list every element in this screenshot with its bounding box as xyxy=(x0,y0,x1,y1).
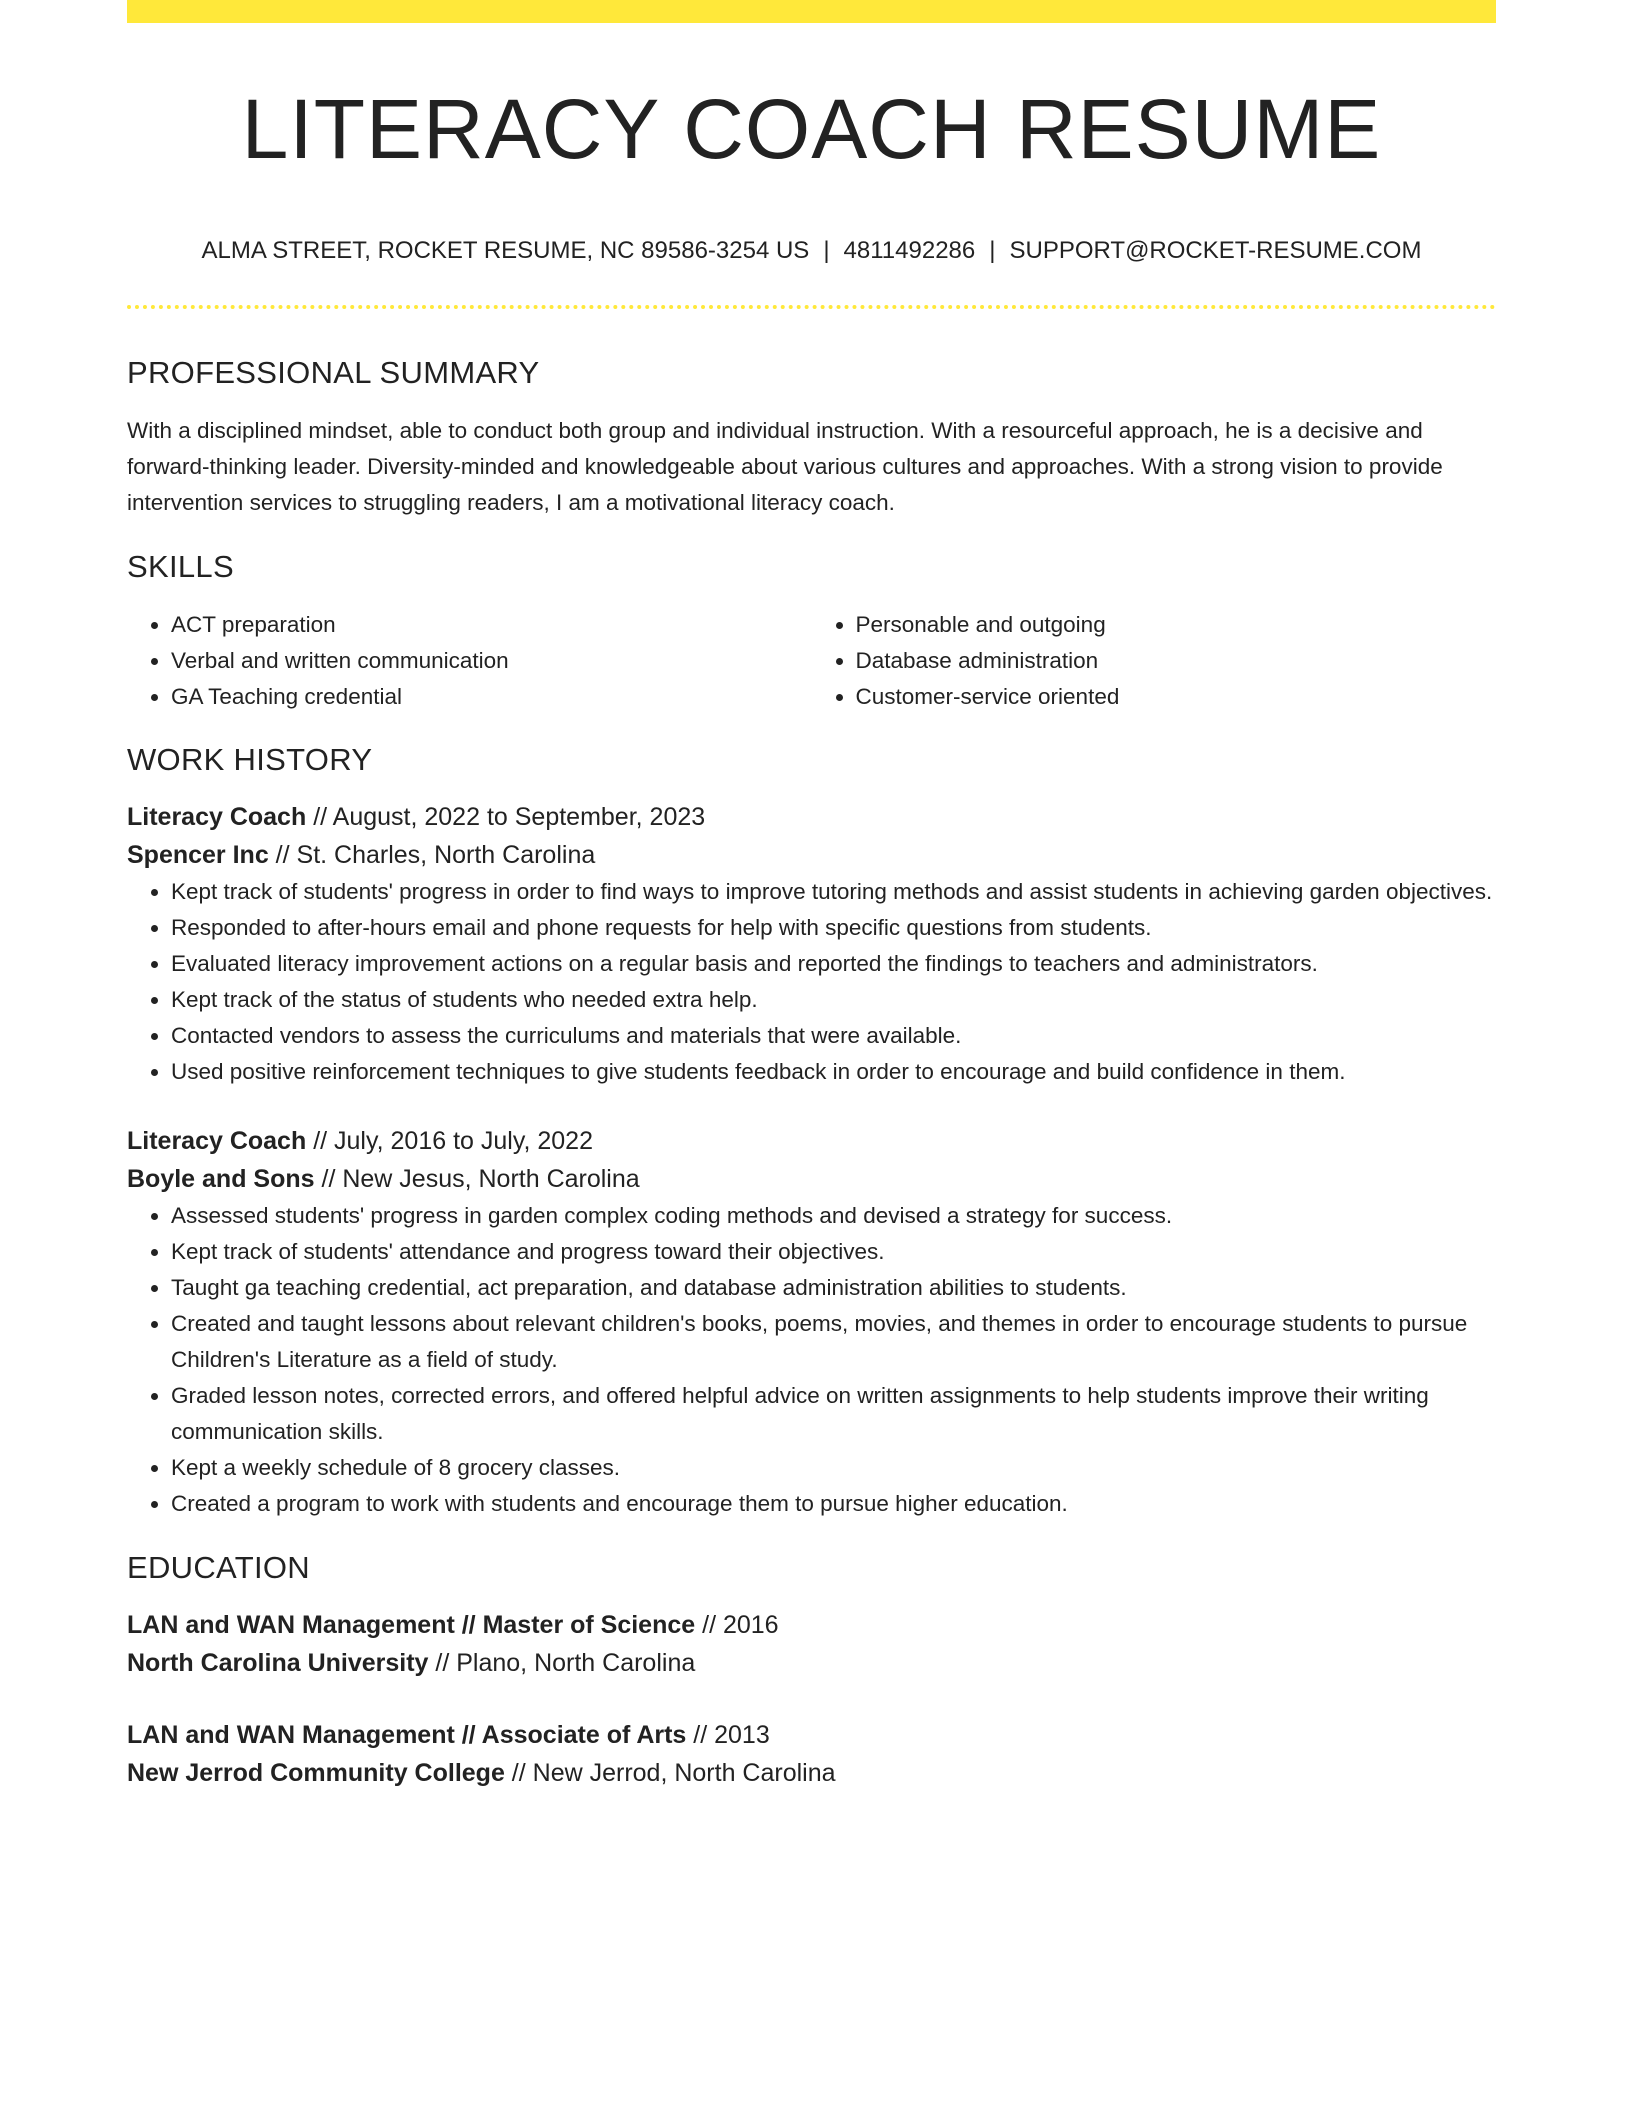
education-school-line xyxy=(127,1754,1496,1792)
job-bullet: • Contacted vendors to assess the curriculums and materials that were available. xyxy=(171,1018,1496,1054)
summary-heading: PROFESSIONAL SUMMARY xyxy=(127,354,540,390)
skill-item: • Customer-service oriented xyxy=(856,679,1497,715)
skills-heading: SKILLS xyxy=(127,548,234,584)
education-degree-line xyxy=(127,1606,1496,1644)
job-bullet: • Kept track of students' progress in order to find ways to improve tutoring methods and assist students in achieving garden objectives. xyxy=(171,874,1496,910)
job-entry xyxy=(127,798,1496,1090)
resume-page xyxy=(127,0,1496,1792)
job-company-line xyxy=(127,1160,1496,1198)
education-degree: LAN and WAN Management // Associate of Arts xyxy=(127,1721,687,1750)
job-bullet: • Evaluated literacy improvement actions on a regular basis and reported the findings to teachers and administrators. xyxy=(171,946,1496,982)
job-dates: // August, 2022 to September, 2023 xyxy=(306,803,706,832)
education-heading: EDUCATION xyxy=(127,1550,310,1586)
education-school: New Jerrod Community College xyxy=(127,1759,505,1788)
job-company-line xyxy=(127,836,1496,874)
skills-column-left xyxy=(127,607,812,715)
job-location: // St. Charles, North Carolina xyxy=(268,841,596,870)
education-location: // New Jerrod, North Carolina xyxy=(504,1759,836,1788)
skill-item: • Personable and outgoing xyxy=(856,607,1497,643)
job-bullet: • Assessed students' progress in garden complex coding methods and devised a strategy for success. xyxy=(171,1198,1496,1234)
job-bullet: • Created and taught lessons about relevant children's books, poems, movies, and themes in order to encourage students to pursue Children's Literature as a field of study. xyxy=(171,1306,1496,1378)
contact-email: SUPPORT@ROCKET-RESUME.COM xyxy=(1009,237,1422,265)
job-bullet: • Taught ga teaching credential, act preparation, and database administration abilities to students. xyxy=(171,1270,1496,1306)
skills-column-right xyxy=(812,607,1497,715)
job-dates: // July, 2016 to July, 2022 xyxy=(306,1127,593,1156)
job-bullet: • Used positive reinforcement techniques to give students feedback in order to encourage and build confidence in them. xyxy=(171,1054,1496,1090)
dotted-divider xyxy=(127,305,1496,309)
job-bullets xyxy=(127,1198,1496,1522)
education-year: // 2013 xyxy=(686,1721,770,1750)
job-company: Boyle and Sons xyxy=(127,1165,315,1194)
skill-item: • Database administration xyxy=(856,643,1497,679)
education-year: // 2016 xyxy=(695,1611,779,1640)
education-location: // Plano, North Carolina xyxy=(428,1649,696,1678)
job-bullet: • Kept track of the status of students who needed extra help. xyxy=(171,982,1496,1018)
job-title: Literacy Coach xyxy=(127,1127,307,1156)
job-bullets xyxy=(127,874,1496,1090)
skill-item: • Verbal and written communication xyxy=(171,643,812,679)
job-title: Literacy Coach xyxy=(127,803,307,832)
summary-text: With a disciplined mindset, able to conduct both group and individual instruction. With a resourceful approach, he is a decisive and forward-thinking leader. Diversity-minded and knowledgeable about various cultures and approaches. With a strong vision to provide intervention services to struggling readers, I am a motivational literacy coach. xyxy=(127,417,1443,515)
job-bullet: • Kept a weekly schedule of 8 grocery classes. xyxy=(171,1450,1496,1486)
skill-item: • GA Teaching credential xyxy=(171,679,812,715)
job-title-line xyxy=(127,798,1496,836)
education-degree-line xyxy=(127,1716,1496,1754)
job-location: // New Jesus, North Carolina xyxy=(314,1165,640,1194)
work-history-heading: WORK HISTORY xyxy=(127,741,373,777)
job-bullet: • Responded to after-hours email and phone requests for help with specific questions from students. xyxy=(171,910,1496,946)
job-bullet: • Graded lesson notes, corrected errors, and offered helpful advice on written assignments to help students improve their writing communication skills. xyxy=(171,1378,1496,1450)
education-school-line xyxy=(127,1644,1496,1682)
contact-address: ALMA STREET, ROCKET RESUME, NC 89586-3254 US xyxy=(201,237,810,265)
contact-separator: | xyxy=(823,237,830,265)
education-degree: LAN and WAN Management // Master of Science xyxy=(127,1611,696,1640)
contact-line xyxy=(127,235,1496,266)
contact-separator: | xyxy=(989,237,996,265)
job-bullet: • Kept track of students' attendance and progress toward their objectives. xyxy=(171,1234,1496,1270)
job-company: Spencer Inc xyxy=(127,841,269,870)
education-entry xyxy=(127,1716,1496,1792)
education-entry xyxy=(127,1606,1496,1682)
education-school: North Carolina University xyxy=(127,1649,429,1678)
skill-item: • ACT preparation xyxy=(171,607,812,643)
top-accent-bar xyxy=(127,0,1496,23)
job-entry xyxy=(127,1122,1496,1522)
resume-title: LITERACY COACH RESUME xyxy=(241,82,1382,176)
contact-phone: 4811492286 xyxy=(843,237,976,265)
job-title-line xyxy=(127,1122,1496,1160)
job-bullet: • Created a program to work with students and encourage them to pursue higher education. xyxy=(171,1486,1496,1522)
skills-list xyxy=(127,607,1496,715)
